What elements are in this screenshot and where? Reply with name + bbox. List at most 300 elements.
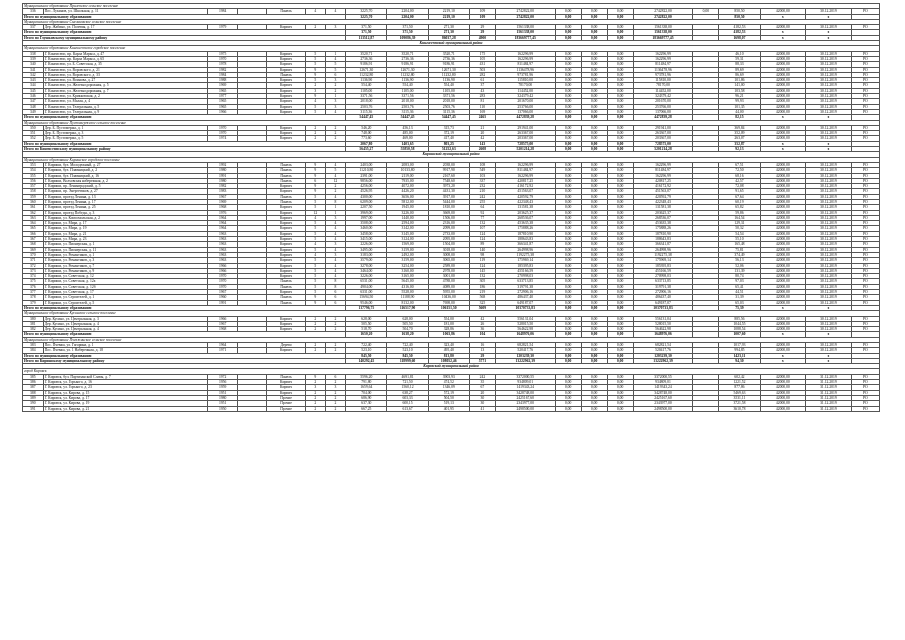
table-body bbox=[23, 4, 880, 412]
table-cell: Кирпич bbox=[267, 348, 306, 353]
table-cell: 86037,28 bbox=[428, 35, 469, 40]
table-cell: 2 bbox=[325, 316, 346, 321]
table-cell: 183669777,45 bbox=[633, 35, 693, 40]
table-cell: 5 bbox=[306, 247, 326, 252]
table-cell: 0,00 bbox=[581, 385, 607, 390]
table-cell: 30.12.2019 bbox=[806, 348, 852, 353]
table-cell: 2978,00 bbox=[428, 268, 469, 273]
table-cell: 0,00 bbox=[555, 279, 581, 284]
total-label: Итого по муниципальному образованию bbox=[23, 14, 346, 19]
table-cell: 325 bbox=[469, 300, 495, 305]
table-cell: 401,95 bbox=[428, 406, 469, 411]
table-cell: 30.12.2019 bbox=[806, 274, 852, 279]
table-cell: РО bbox=[851, 274, 879, 279]
table-cell: 67 bbox=[469, 385, 495, 390]
table-cell: Г. Кириши, ул. Романтиков, д. 3 bbox=[43, 258, 208, 263]
table-cell: 99,93 bbox=[719, 99, 760, 104]
table-cell: 0,00 bbox=[581, 62, 607, 67]
table-cell: 549 bbox=[469, 168, 495, 173]
table-cell: 270998,03 bbox=[633, 274, 693, 279]
table-cell: 201670,00 bbox=[495, 99, 555, 104]
table-cell: 3183,00 bbox=[346, 252, 387, 257]
table-cell: 42000,00 bbox=[760, 62, 806, 67]
table-cell: 118999,60 bbox=[387, 358, 428, 363]
table-cell: 1965 bbox=[208, 88, 237, 93]
table-cell: РО bbox=[851, 300, 879, 305]
table-cell: 2391,00 bbox=[346, 173, 387, 178]
table-cell: 8 bbox=[325, 199, 346, 204]
table-cell: 3656,00 bbox=[387, 194, 428, 199]
table-cell: 13222962,39 bbox=[633, 358, 693, 363]
table-cell: 486437,40 bbox=[495, 295, 555, 300]
table-cell: 5 bbox=[306, 62, 326, 67]
table-cell: 0,00 bbox=[607, 252, 633, 257]
table-cell: 371,50 bbox=[346, 30, 387, 35]
table-cell: 12671,30 bbox=[428, 67, 469, 72]
table-cell: 0,00 bbox=[607, 380, 633, 385]
table-cell: 1810,00 bbox=[428, 205, 469, 210]
table-cell: 3 bbox=[325, 242, 346, 247]
table-cell: 1963 bbox=[208, 237, 237, 242]
table-cell: 30 bbox=[469, 401, 495, 406]
table-cell: 2083,00 bbox=[387, 162, 428, 167]
table-cell: 0,00 bbox=[607, 125, 633, 130]
table-cell: 42000,00 bbox=[760, 194, 806, 199]
table-cell: 65,82 bbox=[719, 205, 760, 210]
table-cell: Г. Кириши, проезд Победы, д. 3 bbox=[43, 210, 208, 215]
section-title: Муниципальное образование Пчевжинское сельское поселение bbox=[23, 337, 880, 342]
table-cell: 0,00 bbox=[555, 184, 581, 189]
table-cell: 0,00 bbox=[607, 343, 633, 348]
table-cell: 0,00 bbox=[581, 358, 607, 363]
table-cell: 16 bbox=[469, 343, 495, 348]
table-cell: 104 bbox=[469, 332, 495, 337]
table-cell: 4904,00 bbox=[346, 284, 387, 289]
table-cell: 4526,95 bbox=[346, 189, 387, 194]
table-cell: 21 bbox=[469, 125, 495, 130]
table-cell: 0,00 bbox=[607, 62, 633, 67]
table-cell: РО bbox=[851, 99, 879, 104]
table-cell: 4182,53 bbox=[719, 30, 760, 35]
table-cell: 1992 bbox=[208, 162, 237, 167]
table-cell: 5 bbox=[306, 258, 326, 263]
table-cell: Прочие bbox=[267, 406, 306, 411]
table-cell: 42000,00 bbox=[760, 168, 806, 173]
table-cell: Г. Кингисепп, ул. Железнодорожная, д. 7 bbox=[43, 88, 208, 93]
table-cell: 12671,30 bbox=[387, 67, 428, 72]
table-cell: 10436,00 bbox=[428, 295, 469, 300]
table-cell: РО bbox=[851, 327, 879, 332]
table-cell: 8132,00 bbox=[387, 300, 428, 305]
table-cell: 82,15 bbox=[719, 115, 760, 120]
table-cell: 6 bbox=[325, 290, 346, 295]
table-cell: 31.12.2019 bbox=[806, 390, 852, 395]
table-cell: 54447,45 bbox=[428, 115, 469, 120]
table-cell: 0,00 bbox=[607, 51, 633, 56]
table-cell: РО bbox=[851, 215, 879, 220]
table-cell: x bbox=[806, 141, 852, 146]
table-cell: Г. Кириши, бул. Плавницкий, д. 2 bbox=[43, 168, 208, 173]
table-cell: 5 bbox=[306, 274, 326, 279]
table-cell: 1966 bbox=[208, 316, 237, 321]
table-cell: 5528,00 bbox=[387, 290, 428, 295]
table-cell: 5 bbox=[306, 205, 326, 210]
table-cell: Г. Кингисепп, ул. Театральная, д. 9 bbox=[43, 109, 208, 114]
table-cell: 132 bbox=[469, 274, 495, 279]
table-cell: РО bbox=[851, 237, 879, 242]
table-cell: 0,00 bbox=[581, 162, 607, 167]
table-cell: Г. Кириши, проезд Ленина, д. 25 bbox=[43, 205, 208, 210]
table-cell: 0,00 bbox=[555, 78, 581, 83]
table-cell: 3428748,00 bbox=[495, 390, 555, 395]
table-cell: 42000,00 bbox=[760, 258, 806, 263]
table-cell: 0,00 bbox=[555, 125, 581, 130]
table-cell: РО bbox=[851, 72, 879, 77]
table-cell: Кирпич bbox=[267, 252, 306, 257]
table-cell: 10370733,83 bbox=[633, 305, 693, 310]
table-cell: 0,00 bbox=[581, 35, 607, 40]
table-cell: Г. Кириши, ул. Мира, д. 17 bbox=[43, 221, 208, 226]
table-cell: 1968 bbox=[208, 205, 237, 210]
table-cell: 6 bbox=[325, 300, 346, 305]
table-cell: Г. Кириши, ул. Романтиков, д. 9 bbox=[43, 268, 208, 273]
table-cell: x bbox=[760, 35, 806, 40]
table-cell: 3 bbox=[325, 99, 346, 104]
table-cell: 455166,59 bbox=[633, 268, 693, 273]
table-cell: 370 bbox=[23, 252, 44, 257]
table-cell: 0,00 bbox=[607, 374, 633, 379]
table-cell: 0,00 bbox=[581, 242, 607, 247]
table-cell: 4 bbox=[325, 258, 346, 263]
table-cell: 0,00 bbox=[581, 56, 607, 61]
table-cell: 0,00 bbox=[555, 258, 581, 263]
table-cell: 75,81 bbox=[719, 247, 760, 252]
table-cell: Кирпич bbox=[267, 290, 306, 295]
table-cell: 9186,91 bbox=[387, 62, 428, 67]
table-cell: 0,00 bbox=[581, 199, 607, 204]
table-cell: 42000,00 bbox=[760, 300, 806, 305]
table-cell: 0,00 bbox=[555, 205, 581, 210]
table-cell: Г. Кировск, ул. Кирова, д. 21 bbox=[43, 406, 208, 411]
table-cell: Г. Кингисепп, ул. Воинова, д. 27 bbox=[43, 78, 208, 83]
table-cell: 30.12.2019 bbox=[806, 258, 852, 263]
table-cell: 187810,90 bbox=[633, 231, 693, 236]
table-cell: 5 bbox=[325, 67, 346, 72]
table-cell: РО bbox=[851, 385, 879, 390]
table-cell: 92,13 bbox=[719, 147, 760, 152]
table-cell: 1970 bbox=[208, 131, 237, 136]
table-cell: 1638,20 bbox=[387, 332, 428, 337]
total-label: Итого по муниципальному образованию bbox=[23, 30, 346, 35]
table-cell: 568 bbox=[469, 295, 495, 300]
table-cell: 42000,00 bbox=[760, 199, 806, 204]
table-cell: 0,00 bbox=[555, 14, 581, 19]
table-cell: 30.12.2019 bbox=[806, 51, 852, 56]
table-cell: Г. Кириши, ул. Советская, д. 17 bbox=[43, 290, 208, 295]
table-cell: 30.12.2019 bbox=[806, 205, 852, 210]
table-cell: 270998,03 bbox=[495, 274, 555, 279]
table-cell: 572,19 bbox=[428, 390, 469, 395]
table-cell: Г. Кириши, Волховская набережная, д. 2 bbox=[43, 178, 208, 183]
table-cell: Панель bbox=[267, 9, 306, 14]
table-cell: 271,30 bbox=[428, 30, 469, 35]
table-cell: 0,00 bbox=[581, 125, 607, 130]
table-cell: 5 bbox=[306, 284, 326, 289]
table-cell: 0,00 bbox=[607, 30, 633, 35]
table-cell: 55,10 bbox=[719, 237, 760, 242]
table-cell: 0,00 bbox=[607, 210, 633, 215]
table-cell: Г. Кингисепп, ул. Воровского, д. 21 bbox=[43, 67, 208, 72]
table-cell: 1970 bbox=[208, 284, 237, 289]
table-cell: 131581,38 bbox=[495, 205, 555, 210]
table-cell: 2 bbox=[306, 395, 326, 400]
table-cell: 7548,60 bbox=[428, 178, 469, 183]
table-cell: 106151,50 bbox=[428, 305, 469, 310]
table-cell: 255 bbox=[469, 199, 495, 204]
table-cell: 2 bbox=[325, 390, 346, 395]
table-cell: 602,42 bbox=[719, 374, 760, 379]
table-cell: 2 bbox=[306, 136, 326, 141]
table-cell: 1650,20 bbox=[346, 332, 387, 337]
table-cell: 520417,76 bbox=[633, 348, 693, 353]
table-cell: 554,40 bbox=[346, 83, 387, 88]
table-cell: 98 bbox=[469, 252, 495, 257]
table-cell: 422348,43 bbox=[495, 199, 555, 204]
table-cell: 29 bbox=[469, 25, 495, 30]
table-cell: Г. Кингисепп, пр. Карла Маркса, д. 65 bbox=[43, 56, 208, 61]
table-cell: 13 bbox=[469, 348, 495, 353]
table-cell: 0,00 bbox=[581, 83, 607, 88]
table-cell: 4472839,28 bbox=[495, 115, 555, 120]
table-cell: 30.12.2019 bbox=[806, 290, 852, 295]
table-cell: 355 bbox=[23, 173, 44, 178]
table-cell: 30.12.2019 bbox=[806, 83, 852, 88]
table-cell: 55850,58 bbox=[387, 147, 428, 152]
table-cell: Г. Кириши, бул. Плавницкий, д. 16 bbox=[43, 173, 208, 178]
table-cell: 132 bbox=[469, 221, 495, 226]
table-cell: Г. Кириши, ул. Романтиков, д. 7 bbox=[43, 263, 208, 268]
table-cell: РО bbox=[851, 51, 879, 56]
table-cell: 203625,37 bbox=[495, 210, 555, 215]
table-cell: 2503,76 bbox=[387, 104, 428, 109]
table-cell: 0,00 bbox=[555, 242, 581, 247]
table-cell: 3115,36 bbox=[428, 109, 469, 114]
table-cell: 376 bbox=[23, 284, 44, 289]
table-cell: 188643,83 bbox=[495, 237, 555, 242]
table-cell: 5 bbox=[306, 199, 326, 204]
table-cell: 6531,00 bbox=[346, 279, 387, 284]
table-cell: 0,00 bbox=[581, 284, 607, 289]
table-cell: РО bbox=[851, 258, 879, 263]
table-cell: 791,80 bbox=[346, 380, 387, 385]
table-cell: 372,19 bbox=[428, 131, 469, 136]
table-cell: 1966 bbox=[208, 263, 237, 268]
table-cell: 0,00 bbox=[581, 115, 607, 120]
table-cell: РО bbox=[851, 25, 879, 30]
table-cell: 2 bbox=[325, 343, 346, 348]
table-cell: 0,00 bbox=[555, 327, 581, 332]
table-cell: 2167,60 bbox=[428, 173, 469, 178]
table-cell: 0,00 bbox=[581, 9, 607, 14]
table-cell: 2204,00 bbox=[387, 14, 428, 19]
table-cell: 1969 bbox=[208, 83, 237, 88]
table-cell: 0,00 bbox=[607, 237, 633, 242]
table-cell: Кирпич bbox=[267, 205, 306, 210]
table-cell: 3520,71 bbox=[387, 51, 428, 56]
table-cell: Г. Кириши, ул. Советская, д. 12а bbox=[43, 279, 208, 284]
table-cell: 4 bbox=[325, 162, 346, 167]
district-title: Кингисеппский муниципальный район bbox=[23, 41, 880, 46]
table-cell: 1950 bbox=[208, 406, 237, 411]
table-cell: 0,00 bbox=[555, 247, 581, 252]
table-cell: 253766,00 bbox=[633, 104, 693, 109]
table-cell: 1984 bbox=[208, 9, 237, 14]
table-cell: 0,00 bbox=[581, 30, 607, 35]
table-cell: Дер. Б. Пустомержа, д. 3 bbox=[43, 131, 208, 136]
table-cell: 42000,00 bbox=[760, 56, 806, 61]
table-cell: 6 bbox=[325, 374, 346, 379]
table-cell: 187810,90 bbox=[495, 231, 555, 236]
table-cell: 1506,00 bbox=[428, 215, 469, 220]
table-cell: 0,00 bbox=[555, 9, 581, 14]
table-cell: 4 bbox=[325, 274, 346, 279]
table-cell: 3371,56 bbox=[346, 94, 387, 99]
table-cell: Г. Кировск, ул. Горького, д. 16 bbox=[43, 380, 208, 385]
table-cell: 162296,99 bbox=[495, 51, 555, 56]
table-cell: 242 bbox=[469, 194, 495, 199]
table-cell: 52,06 bbox=[719, 263, 760, 268]
table-cell: 336 bbox=[23, 9, 44, 14]
table-cell: 1968 bbox=[208, 327, 237, 332]
table-cell: 4 bbox=[306, 215, 326, 220]
table-cell: 973781,96 bbox=[495, 72, 555, 77]
total-label: Итого по муниципальному образованию bbox=[23, 305, 346, 310]
table-cell: 7935,00 bbox=[387, 178, 428, 183]
total-label: Итого по Кингисеппскому муниципальному району bbox=[23, 147, 346, 152]
table-cell: 556131,04 bbox=[633, 316, 693, 321]
table-cell: РО bbox=[851, 136, 879, 141]
table-cell: 5 bbox=[306, 56, 326, 61]
table-cell: 169 bbox=[469, 109, 495, 114]
table-cell: 1967 bbox=[208, 290, 237, 295]
table-cell: Г. Кингисепп, ул. Театральная, д. 5 bbox=[43, 104, 208, 109]
table-cell: Панель bbox=[267, 295, 306, 300]
table-cell: 0,00 bbox=[607, 173, 633, 178]
section-title: город Кировск bbox=[23, 369, 880, 374]
table-cell: 94,30 bbox=[719, 358, 760, 363]
table-cell: x bbox=[806, 332, 852, 337]
table-cell: 42000,00 bbox=[760, 380, 806, 385]
table-cell: 390 bbox=[23, 401, 44, 406]
table-cell: 420817,25 bbox=[495, 178, 555, 183]
table-cell: 603,33 bbox=[387, 395, 428, 400]
table-cell: 352,09 bbox=[719, 131, 760, 136]
table-cell: 137066,00 bbox=[633, 109, 693, 114]
table-cell: 42000,00 bbox=[760, 210, 806, 215]
table-cell: 2204,00 bbox=[387, 9, 428, 14]
table-cell: 5645,00 bbox=[387, 279, 428, 284]
table-cell: 137066,00 bbox=[495, 109, 555, 114]
table-cell: 77 bbox=[469, 215, 495, 220]
table-cell: 349 bbox=[23, 109, 44, 114]
table-cell: 3001,00 bbox=[428, 274, 469, 279]
table-cell: 2018,00 bbox=[428, 99, 469, 104]
table-cell: 0,00 bbox=[555, 268, 581, 273]
table-cell: 35 bbox=[469, 380, 495, 385]
table-cell: 263,07 bbox=[719, 136, 760, 141]
table-cell: 9 bbox=[306, 189, 326, 194]
table-cell: 81 bbox=[469, 99, 495, 104]
table-cell: 0,00 bbox=[607, 279, 633, 284]
table-cell: x bbox=[806, 147, 852, 152]
table-cell: Г. Кириши, ул. Строителей, д. 1 bbox=[43, 295, 208, 300]
table-cell: 2736,36 bbox=[428, 56, 469, 61]
table-cell: 0,00 bbox=[581, 348, 607, 353]
table-cell: 4 bbox=[325, 194, 346, 199]
table-cell: 30.12.2019 bbox=[806, 279, 852, 284]
table-cell: Дерево bbox=[267, 343, 306, 348]
table-cell: 68,16 bbox=[719, 173, 760, 178]
table-cell: 4300,00 bbox=[346, 194, 387, 199]
table-cell: 72,08 bbox=[719, 184, 760, 189]
table-cell: 368 bbox=[23, 242, 44, 247]
table-cell: 42000,00 bbox=[760, 9, 806, 14]
table-cell: 0,00 bbox=[555, 178, 581, 183]
table-cell: 42000,00 bbox=[760, 374, 806, 379]
table-cell: 1 bbox=[325, 94, 346, 99]
table-cell: 42,57 bbox=[719, 178, 760, 183]
table-cell: 773,60 bbox=[346, 136, 387, 141]
table-cell: 2018,00 bbox=[346, 99, 387, 104]
table-cell: 721,50 bbox=[387, 380, 428, 385]
table-cell: 3115,36 bbox=[387, 109, 428, 114]
table-cell: 385 bbox=[23, 374, 44, 379]
table-cell: 369 bbox=[23, 247, 44, 252]
table-cell: 340 bbox=[23, 62, 44, 67]
table-cell: 416172,92 bbox=[633, 184, 693, 189]
table-cell: 103 bbox=[469, 173, 495, 178]
table-cell: 64 bbox=[469, 205, 495, 210]
table-cell: Г. Кингисепп, ул. Воровского, д. 33 bbox=[43, 72, 208, 77]
table-cell: 1972 bbox=[208, 374, 237, 379]
table-cell: Г. Кингисепп, ул. Железнодорожная, д. 5 bbox=[43, 83, 208, 88]
table-cell: Г. Кириши, проезд Ленина, д. 17 bbox=[43, 199, 208, 204]
table-cell: 1 bbox=[325, 210, 346, 215]
table-cell: 0,00 bbox=[581, 268, 607, 273]
table-cell: Панель bbox=[267, 279, 306, 284]
table-cell: 3415,00 bbox=[346, 237, 387, 242]
table-cell: 503 bbox=[469, 67, 495, 72]
table-cell: 0,00 bbox=[607, 9, 633, 14]
table-cell: 145 bbox=[469, 268, 495, 273]
table-cell: РО bbox=[851, 343, 879, 348]
table-cell: 554,00 bbox=[428, 316, 469, 321]
table-cell: 86,69 bbox=[719, 72, 760, 77]
table-cell: 374,49 bbox=[719, 252, 760, 257]
table-cell: 371,50 bbox=[387, 30, 428, 35]
table-cell: 0,00 bbox=[607, 99, 633, 104]
table-cell: РО bbox=[851, 348, 879, 353]
table-cell: 0,00 bbox=[581, 210, 607, 215]
section-title: Муниципальное образование Кусинское сельское поселение bbox=[23, 311, 880, 316]
table-cell: x bbox=[760, 332, 806, 337]
table-cell: 0,00 bbox=[607, 258, 633, 263]
table-cell: 3 bbox=[306, 88, 326, 93]
table-cell: 20 bbox=[469, 131, 495, 136]
table-cell: 361 bbox=[23, 205, 44, 210]
table-cell: 0,00 bbox=[555, 290, 581, 295]
table-cell: 9 bbox=[306, 300, 326, 305]
